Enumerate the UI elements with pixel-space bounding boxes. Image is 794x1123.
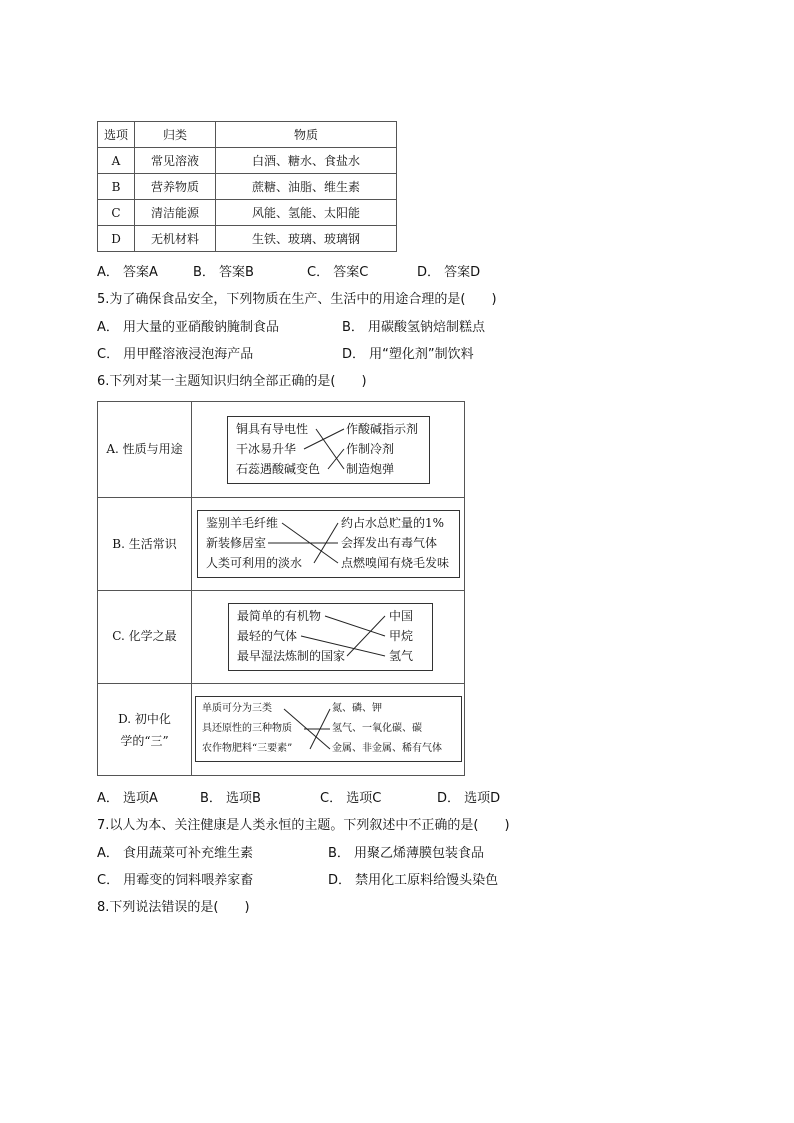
table-cell: 白酒、糖水、食盐水 [216, 148, 397, 174]
q4-header-category: 归类 [135, 122, 216, 148]
q6-a-left-1: 铜具有导电性 [236, 422, 309, 436]
q6-row-divider [98, 590, 464, 591]
table-cell: 生铁、玻璃、玻璃钢 [216, 226, 397, 252]
q6-a-right-3: 制造炮弹 [346, 462, 395, 476]
q6-d-left-2: 具还原性的三种物质 [202, 723, 292, 734]
q6-row-d-box [195, 696, 462, 762]
q4-option-d[interactable]: D． 答案D [417, 265, 481, 280]
table-cell: D [98, 226, 135, 252]
q6-option-a[interactable]: A． 选项A [97, 791, 158, 806]
q4-header-substance: 物质 [216, 122, 397, 148]
q6-row-c-box [228, 603, 433, 671]
table-cell: B [98, 174, 135, 200]
table-row [98, 174, 397, 200]
table-cell: A [98, 148, 135, 174]
q6-b-right-2: 会挥发出有毒气体 [341, 536, 438, 550]
q7-option-c[interactable]: C． 用霉变的饲料喂养家畜 [97, 873, 254, 888]
q6-c-connector-lines [229, 604, 434, 672]
q6-b-left-1: 鉴别羊毛纤维 [206, 516, 279, 530]
q6-a-connector-lines [228, 417, 431, 485]
table-row [98, 148, 397, 174]
q6-row-b-label: B. 生活常识 [112, 537, 177, 551]
q6-row-divider [98, 497, 464, 498]
q6-row-d-label-2: 学的“三” [120, 734, 169, 748]
q6-row-a-box [227, 416, 430, 484]
q6-d-right-1: 氮、磷、钾 [332, 703, 382, 714]
q6-d-right-3: 金属、非金属、稀有气体 [332, 743, 442, 754]
q6-row-c-label: C. 化学之最 [112, 629, 177, 643]
table-cell: 风能、氢能、太阳能 [216, 200, 397, 226]
q6-c-right-2: 甲烷 [389, 629, 414, 643]
table-row [98, 226, 397, 252]
q6-c-right-3: 氢气 [389, 649, 414, 663]
q4-header-option: 选项 [98, 122, 135, 148]
q6-d-left-3: 农作物肥料“三要素” [202, 743, 293, 754]
table-cell: C [98, 200, 135, 226]
q6-row-b-box [197, 510, 460, 578]
q5-option-b[interactable]: B． 用碳酸氢钠焙制糕点 [342, 320, 486, 335]
q5-option-d[interactable]: D． 用“塑化剂”制饮料 [342, 347, 474, 362]
q6-table [97, 401, 465, 776]
table-cell: 无机材料 [135, 226, 216, 252]
q5-option-a[interactable]: A． 用大量的亚硝酸钠腌制食品 [97, 320, 280, 335]
q4-table [97, 121, 397, 252]
q6-column-divider [191, 402, 192, 775]
q6-b-right-1: 约占水总贮量的1% [341, 516, 445, 530]
q7-option-b[interactable]: B． 用聚乙烯薄膜包装食品 [328, 846, 485, 861]
table-cell: 清洁能源 [135, 200, 216, 226]
q6-d-left-1: 单质可分为三类 [202, 703, 272, 714]
q6-d-right-2: 氢气、一氧化碳、碳 [332, 723, 422, 734]
q6-b-left-2: 新装修居室 [206, 536, 267, 550]
table-cell: 蔗糖、油脂、维生素 [216, 174, 397, 200]
q7-option-d[interactable]: D． 禁用化工原料给馒头染色 [328, 873, 499, 888]
q6-a-left-3: 石蕊遇酸碱变色 [236, 462, 321, 476]
q6-c-left-2: 最轻的气体 [237, 629, 298, 643]
q6-a-left-2: 干冰易升华 [236, 442, 297, 456]
q6-option-d[interactable]: D． 选项D [437, 791, 501, 806]
q8-stem: 8.下列说法错误的是( ) [97, 900, 250, 915]
q6-row-d-label-1: D. 初中化 [118, 712, 171, 726]
q6-c-right-1: 中国 [389, 609, 414, 623]
q6-option-b[interactable]: B． 选项B [200, 791, 261, 806]
q6-row-divider [98, 683, 464, 684]
q6-a-right-1: 作酸碱指示剂 [346, 422, 419, 436]
q7-stem: 7.以人为本、关注健康是人类永恒的主题。下列叙述中不正确的是( ) [97, 818, 510, 833]
q6-b-right-3: 点燃嗅闻有烧毛发味 [341, 556, 450, 570]
q6-row-a-label: A. 性质与用途 [106, 442, 183, 456]
q4-option-c[interactable]: C． 答案C [307, 265, 369, 280]
q5-stem: 5.为了确保食品安全，下列物质在生产、生活中的用途合理的是( ) [97, 292, 497, 307]
q7-option-a[interactable]: A． 食用蔬菜可补充维生素 [97, 846, 254, 861]
q4-option-b[interactable]: B． 答案B [193, 265, 254, 280]
q6-option-c[interactable]: C． 选项C [320, 791, 382, 806]
q6-stem: 6.下列对某一主题知识归纳全部正确的是( ) [97, 374, 367, 389]
q6-c-left-1: 最简单的有机物 [237, 609, 322, 623]
table-cell: 常见溶液 [135, 148, 216, 174]
q5-option-c[interactable]: C． 用甲醛溶液浸泡海产品 [97, 347, 254, 362]
q6-a-right-2: 作制冷剂 [346, 442, 395, 456]
table-cell: 营养物质 [135, 174, 216, 200]
table-row [98, 200, 397, 226]
q6-d-connector-lines [196, 697, 463, 763]
q6-c-left-3: 最早湿法炼制的国家 [237, 649, 346, 663]
q6-b-left-3: 人类可利用的淡水 [206, 556, 303, 570]
q6-b-connector-lines [198, 511, 461, 579]
q4-option-a[interactable]: A． 答案A [97, 265, 158, 280]
